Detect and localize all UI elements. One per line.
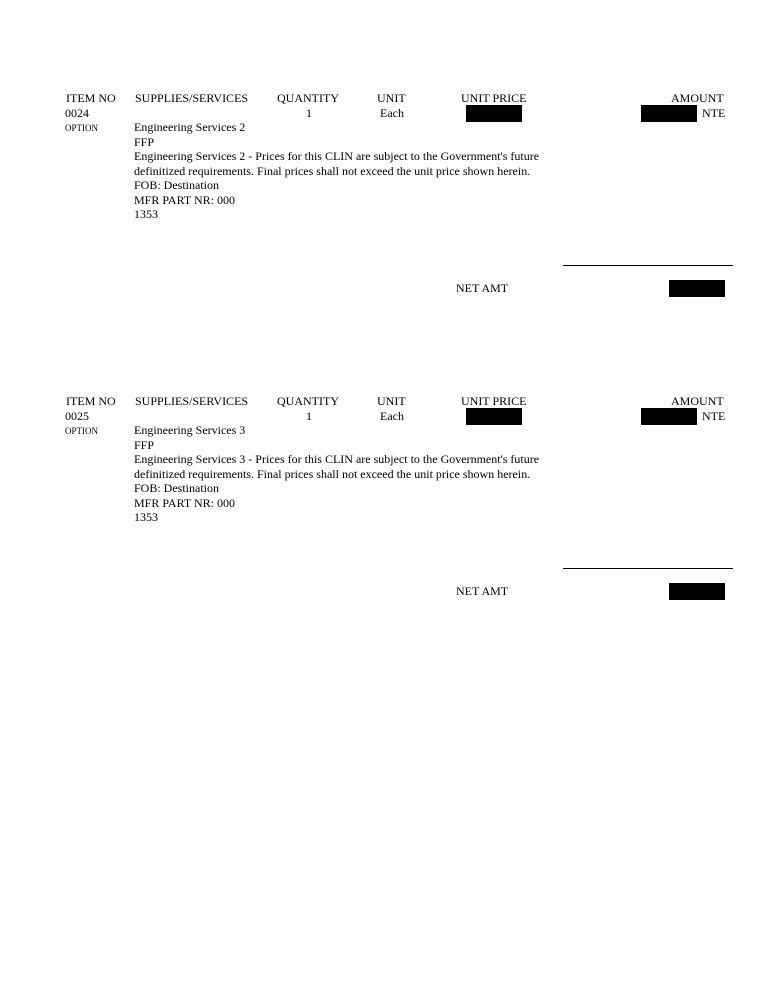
net-amount-redaction (669, 583, 725, 600)
service-description: Engineering Services 2 - Prices for this CLIN are subject to the Government's future definitized requirements. Final prices shall not exceed the unit price shown herein. (134, 149, 540, 178)
net-amount-rule (563, 265, 733, 266)
part-code: 1353 (134, 207, 158, 221)
description-block (134, 423, 548, 525)
clin-block-0025 (0, 394, 772, 614)
service-title: Engineering Services 2 (134, 120, 246, 134)
header-item-no: ITEM NO (66, 394, 116, 408)
quantity-value: 1 (306, 106, 312, 120)
description-block (134, 120, 548, 222)
nte-label: NTE (702, 106, 726, 120)
header-unit: UNIT (377, 91, 406, 105)
pricing-type: FFP (134, 134, 155, 149)
option-label: OPTION (65, 426, 98, 436)
item-number: 0024 (65, 106, 89, 120)
net-amt-label: NET AMT (456, 281, 509, 295)
header-quantity: QUANTITY (277, 394, 339, 408)
option-label: OPTION (65, 123, 98, 133)
header-quantity: QUANTITY (277, 91, 339, 105)
item-number: 0025 (65, 409, 89, 423)
fob-line: FOB: Destination (134, 481, 220, 495)
mfr-part-number: MFR PART NR: 000 (134, 192, 235, 207)
header-unit-price: UNIT PRICE (461, 394, 527, 408)
header-unit: UNIT (377, 394, 406, 408)
amount-redaction (641, 105, 697, 122)
unit-value: Each (380, 409, 404, 423)
pricing-type: FFP (134, 437, 155, 452)
header-amount: AMOUNT (671, 394, 724, 408)
nte-label: NTE (702, 409, 726, 423)
amount-redaction (641, 408, 697, 425)
mfr-part-number: MFR PART NR: 000 (134, 495, 235, 510)
clin-block-0024 (0, 91, 772, 311)
net-amt-label: NET AMT (456, 584, 509, 598)
service-description: Engineering Services 3 - Prices for this CLIN are subject to the Government's future definitized requirements. Final prices shall not exceed the unit price shown herein. (134, 452, 540, 481)
net-amount-redaction (669, 280, 725, 297)
part-code: 1353 (134, 510, 158, 524)
header-item-no: ITEM NO (66, 91, 116, 105)
header-supplies-services: SUPPLIES/SERVICES (135, 91, 249, 105)
quantity-value: 1 (306, 409, 312, 423)
net-amount-rule (563, 568, 733, 569)
unit-value: Each (380, 106, 404, 120)
service-title: Engineering Services 3 (134, 423, 246, 437)
header-amount: AMOUNT (671, 91, 724, 105)
header-unit-price: UNIT PRICE (461, 91, 527, 105)
fob-line: FOB: Destination (134, 178, 220, 192)
header-supplies-services: SUPPLIES/SERVICES (135, 394, 249, 408)
